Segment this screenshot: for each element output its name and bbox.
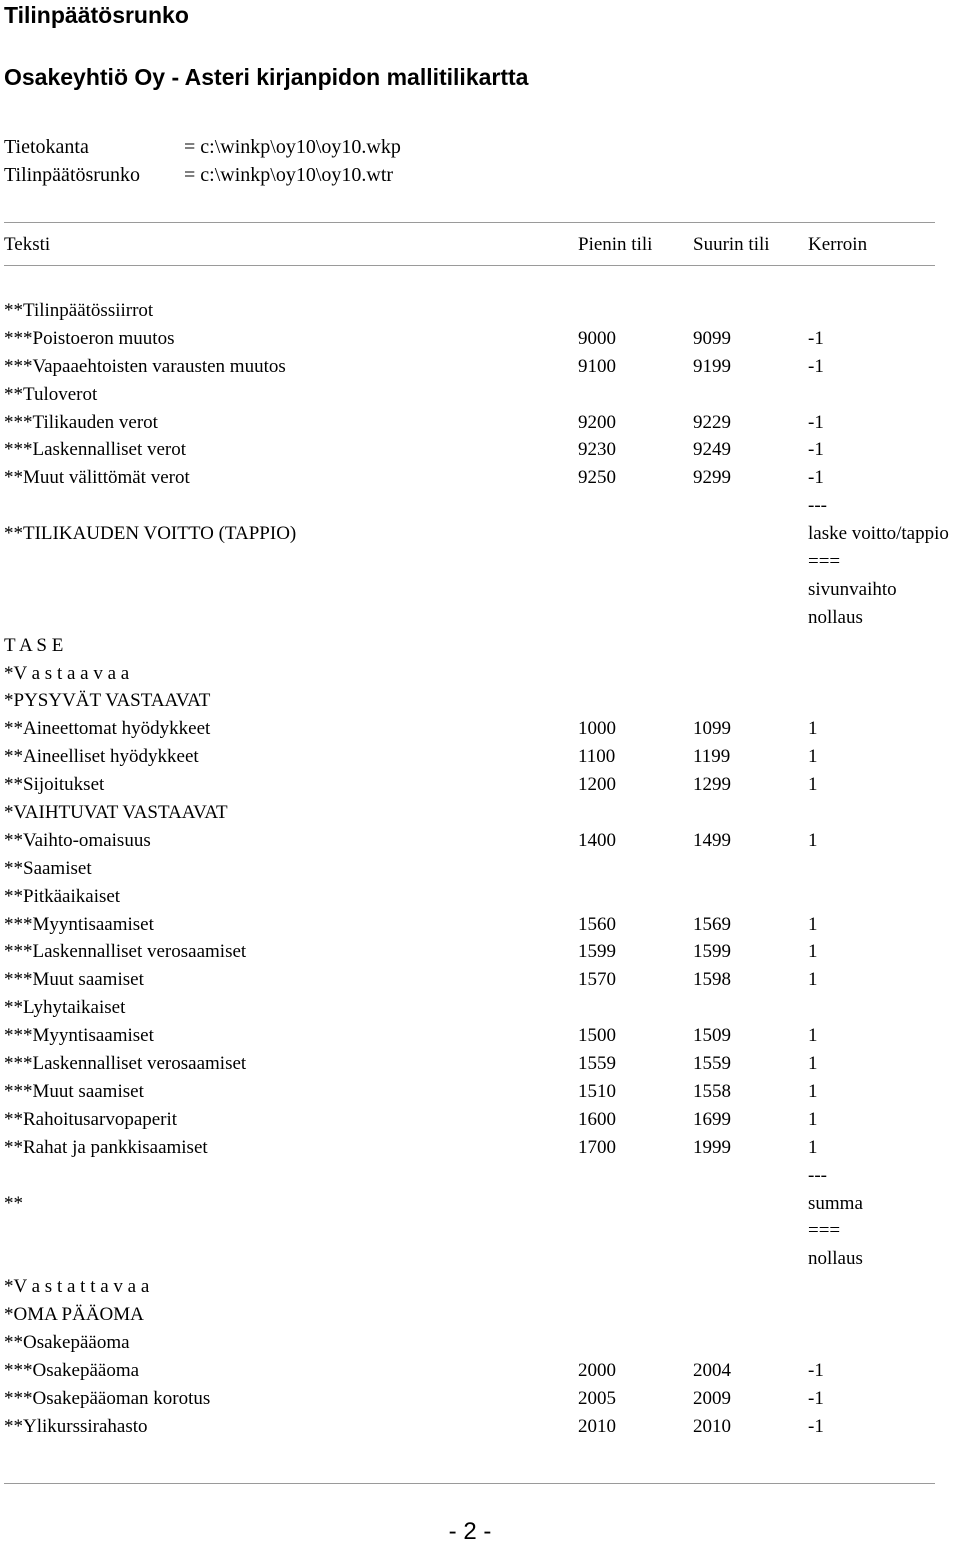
row-min-account: 1559 xyxy=(578,1053,616,1075)
header-max-account: Suurin tili xyxy=(693,234,770,255)
table-row xyxy=(4,883,960,911)
row-label: *VAIHTUVAT VASTAAVAT xyxy=(4,802,228,824)
row-label: **TILIKAUDEN VOITTO (TAPPIO) xyxy=(4,523,297,545)
table-row xyxy=(4,687,960,715)
row-max-account: 9199 xyxy=(693,355,731,377)
row-max-account: 2004 xyxy=(693,1359,731,1381)
row-max-account: 2010 xyxy=(693,1415,731,1437)
row-label: **Osakepääoma xyxy=(4,1331,130,1353)
row-min-account: 9000 xyxy=(578,327,616,349)
row-multiplier: 1 xyxy=(808,746,818,768)
row-label: **Rahat ja pankkisaamiset xyxy=(4,1136,208,1158)
row-max-account: 1569 xyxy=(693,913,731,935)
table-top-rule xyxy=(4,222,935,223)
row-max-account: 9299 xyxy=(693,467,731,489)
document-subtitle: Osakeyhtiö Oy - Asteri kirjanpidon mallitilikartta xyxy=(4,64,529,90)
row-multiplier: 1 xyxy=(808,1080,818,1102)
row-max-account: 1699 xyxy=(693,1108,731,1130)
table-body xyxy=(4,297,960,1441)
database-label: Tietokanta xyxy=(4,136,89,158)
row-label: ***Myyntisaamiset xyxy=(4,1025,154,1047)
row-label: T A S E xyxy=(4,634,64,656)
row-min-account: 1000 xyxy=(578,718,616,740)
row-multiplier: 1 xyxy=(808,829,818,851)
table-row xyxy=(4,1273,960,1301)
row-multiplier: 1 xyxy=(808,1108,818,1130)
row-label: *V a s t a a v a a xyxy=(4,662,130,684)
table-row xyxy=(4,966,960,994)
table-row xyxy=(4,855,960,883)
row-min-account: 9230 xyxy=(578,439,616,461)
table-row xyxy=(4,1050,960,1078)
table-row xyxy=(4,464,960,492)
table-row xyxy=(4,1022,960,1050)
table-row xyxy=(4,994,960,1022)
table-row xyxy=(4,492,960,520)
row-min-account: 1600 xyxy=(578,1108,616,1130)
row-label: ***Muut saamiset xyxy=(4,1080,144,1102)
table-row xyxy=(4,743,960,771)
table-row xyxy=(4,548,960,576)
table-row xyxy=(4,799,960,827)
table-row xyxy=(4,409,960,437)
table-row xyxy=(4,576,960,604)
row-max-account: 1598 xyxy=(693,969,731,991)
table-row xyxy=(4,325,960,353)
row-label: **Pitkäaikaiset xyxy=(4,885,121,907)
database-path: = c:\winkp\oy10\oy10.wkp xyxy=(184,136,401,158)
row-min-account: 1200 xyxy=(578,774,616,796)
row-max-account: 9099 xyxy=(693,327,731,349)
row-multiplier: laske voitto/tappio xyxy=(808,523,949,545)
table-row xyxy=(4,1329,960,1357)
table-row xyxy=(4,1357,960,1385)
row-min-account: 9100 xyxy=(578,355,616,377)
table-row xyxy=(4,771,960,799)
table-header-rule xyxy=(4,265,935,266)
row-min-account: 1500 xyxy=(578,1025,616,1047)
table-row xyxy=(4,1134,960,1162)
row-multiplier: sivunvaihto xyxy=(808,578,897,600)
row-multiplier: 1 xyxy=(808,913,818,935)
row-min-account: 2005 xyxy=(578,1387,616,1409)
header-text: Teksti xyxy=(4,234,51,255)
row-label: ** xyxy=(4,1192,23,1214)
row-label: **Aineelliset hyödykkeet xyxy=(4,746,199,768)
row-min-account: 1700 xyxy=(578,1136,616,1158)
table-row xyxy=(4,1217,960,1245)
table-row xyxy=(4,911,960,939)
row-max-account: 1509 xyxy=(693,1025,731,1047)
table-row xyxy=(4,938,960,966)
row-min-account: 2000 xyxy=(578,1359,616,1381)
row-max-account: 1559 xyxy=(693,1053,731,1075)
table-row xyxy=(4,715,960,743)
row-label: ***Myyntisaamiset xyxy=(4,913,154,935)
framework-label: Tilinpäätösrunko xyxy=(4,164,140,186)
row-multiplier: --- xyxy=(808,495,827,517)
row-label: **Tilinpäätössiirrot xyxy=(4,300,154,321)
table-row xyxy=(4,632,960,660)
row-min-account: 1599 xyxy=(578,941,616,963)
table-row xyxy=(4,520,960,548)
row-label: **Saamiset xyxy=(4,857,92,879)
row-label: **Tuloverot xyxy=(4,383,98,405)
row-multiplier: -1 xyxy=(808,327,824,349)
row-label: ***Osakepääoman korotus xyxy=(4,1387,211,1409)
row-multiplier: -1 xyxy=(808,439,824,461)
row-multiplier: nollaus xyxy=(808,606,863,628)
table-row xyxy=(4,1162,960,1190)
page-number: - 2 - xyxy=(448,1518,492,1545)
row-min-account: 9200 xyxy=(578,411,616,433)
row-min-account: 1510 xyxy=(578,1080,616,1102)
row-label: **Aineettomat hyödykkeet xyxy=(4,718,211,740)
row-max-account: 1558 xyxy=(693,1080,731,1102)
table-row xyxy=(4,1301,960,1329)
row-label: ***Laskennalliset verot xyxy=(4,439,187,461)
table-row xyxy=(4,1245,960,1273)
row-label: **Ylikurssirahasto xyxy=(4,1415,148,1437)
row-label: **Muut välittömät verot xyxy=(4,467,190,489)
row-max-account: 9249 xyxy=(693,439,731,461)
table-row xyxy=(4,1190,960,1218)
row-multiplier: === xyxy=(808,1220,841,1242)
row-max-account: 1499 xyxy=(693,829,731,851)
row-multiplier: 1 xyxy=(808,969,818,991)
row-max-account: 1099 xyxy=(693,718,731,740)
row-multiplier: -1 xyxy=(808,1415,824,1437)
row-multiplier: 1 xyxy=(808,774,818,796)
row-label: *V a s t a t t a v a a xyxy=(4,1276,150,1298)
table-row xyxy=(4,1413,960,1441)
row-multiplier: -1 xyxy=(808,411,824,433)
row-min-account: 9250 xyxy=(578,467,616,489)
row-min-account: 1400 xyxy=(578,829,616,851)
row-label: ***Vapaaehtoisten varausten muutos xyxy=(4,355,286,377)
table-header xyxy=(4,231,935,259)
header-min-account: Pienin tili xyxy=(578,234,653,255)
table-row xyxy=(4,604,960,632)
row-multiplier: 1 xyxy=(808,941,818,963)
row-max-account: 1299 xyxy=(693,774,731,796)
row-multiplier: nollaus xyxy=(808,1248,863,1270)
row-label: **Lyhytaikaiset xyxy=(4,997,126,1019)
row-multiplier: --- xyxy=(808,1164,827,1186)
row-label: ***Muut saamiset xyxy=(4,969,144,991)
table-row xyxy=(4,353,960,381)
row-max-account: 9229 xyxy=(693,411,731,433)
row-multiplier: === xyxy=(808,551,841,573)
table-row xyxy=(4,436,960,464)
row-label: ***Poistoeron muutos xyxy=(4,327,175,349)
row-multiplier: 1 xyxy=(808,1025,818,1047)
table-row xyxy=(4,297,960,325)
table-row xyxy=(4,660,960,688)
row-multiplier: -1 xyxy=(808,355,824,377)
row-multiplier: 1 xyxy=(808,1136,818,1158)
row-label: ***Osakepääoma xyxy=(4,1359,140,1381)
table-row xyxy=(4,1078,960,1106)
row-max-account: 1599 xyxy=(693,941,731,963)
row-label: ***Tilikauden verot xyxy=(4,411,158,433)
row-label: *OMA PÄÄOMA xyxy=(4,1304,144,1326)
row-label: ***Laskennalliset verosaamiset xyxy=(4,941,247,963)
row-label: **Vaihto-omaisuus xyxy=(4,829,151,851)
row-min-account: 1560 xyxy=(578,913,616,935)
table-row xyxy=(4,827,960,855)
header-multiplier: Kerroin xyxy=(808,234,868,255)
row-max-account: 1999 xyxy=(693,1136,731,1158)
table-row xyxy=(4,381,960,409)
framework-path: = c:\winkp\oy10\oy10.wtr xyxy=(184,164,394,186)
row-multiplier: 1 xyxy=(808,1053,818,1075)
row-max-account: 2009 xyxy=(693,1387,731,1409)
row-multiplier: summa xyxy=(808,1192,863,1214)
document-title: Tilinpäätösrunko xyxy=(4,2,189,28)
row-min-account: 1570 xyxy=(578,969,616,991)
row-min-account: 2010 xyxy=(578,1415,616,1437)
row-multiplier: -1 xyxy=(808,467,824,489)
table-row xyxy=(4,1385,960,1413)
page-bottom-rule xyxy=(4,1483,935,1484)
row-min-account: 1100 xyxy=(578,746,616,768)
row-multiplier: 1 xyxy=(808,718,818,740)
row-multiplier: -1 xyxy=(808,1359,824,1381)
row-max-account: 1199 xyxy=(693,746,731,768)
table-row xyxy=(4,1106,960,1134)
row-label: *PYSYVÄT VASTAAVAT xyxy=(4,690,211,712)
row-label: **Rahoitusarvopaperit xyxy=(4,1108,178,1130)
row-multiplier: -1 xyxy=(808,1387,824,1409)
row-label: **Sijoitukset xyxy=(4,774,105,796)
row-label: ***Laskennalliset verosaamiset xyxy=(4,1053,247,1075)
